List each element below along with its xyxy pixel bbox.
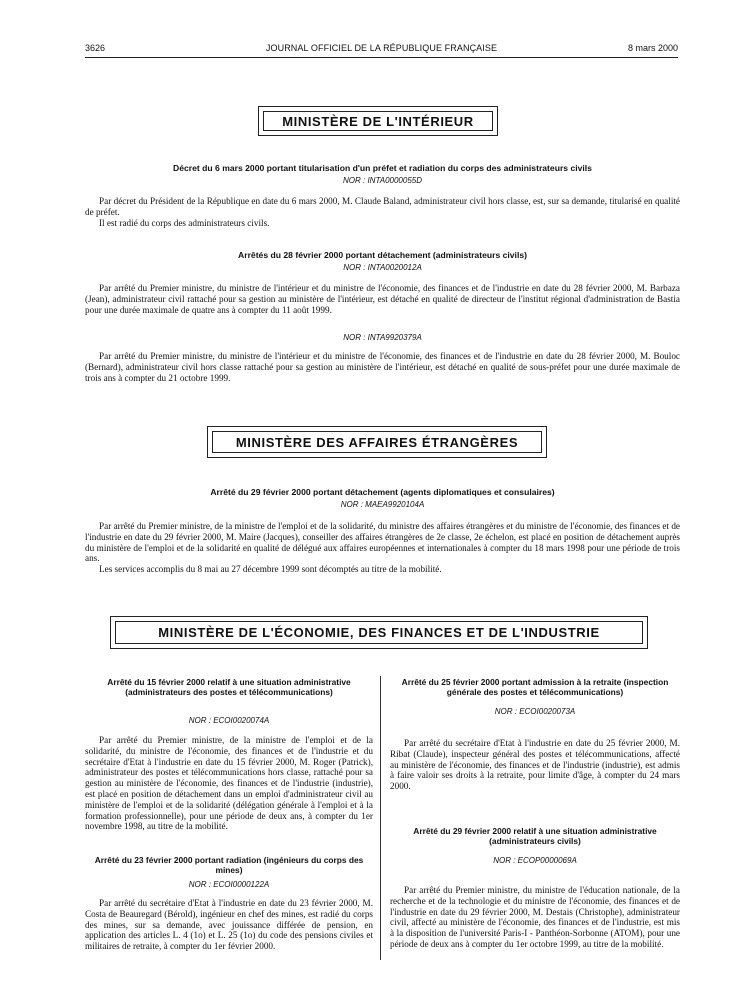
nor-reference: NOR : ECOI0020073A xyxy=(494,707,576,716)
ministry-heading-economie xyxy=(110,616,648,649)
arrete-title: Arrêtés du 28 février 2000 portant détachement (administrateurs civils) xyxy=(238,250,527,260)
arrete-paragraph: Par arrêté du Premier ministre, du ministre de l'éducation nationale, de la recherche et de la technologie et du ministre de l'économie, des finances et de l'industrie en date du 29 février 2000, M. Destais (Christophe), administrateur civil, affecté au ministère de l'économie, des finances et de l'industrie, est mis à la disposition de l'université Paris-I - Panthéon-Sorbonne (ATOM), pour une période de deux ans à compter du 1er octobre 1999, au titre de la mobilité. xyxy=(390,885,680,949)
arrete-title: Arrêté du 15 février 2000 relatif à une situation administrative (administrateurs des postes et télécommunications) xyxy=(107,677,351,697)
arrete-paragraph: Les services accomplis du 8 mai au 27 décembre 1999 sont décomptés au titre de la mobilité. xyxy=(99,564,442,574)
arrete-paragraph: Par arrêté du secrétaire d'Etat à l'industrie en date du 23 février 2000, M. Costa de Beauregard (Bérold), ingénieur en chef des mines, est radié du corps des mines, sur sa demande, avec jouissance différée de pension, en application des articles L. 4 (1o) et L. 25 (1o) du code des pensions civiles et militaires de retraite, à compter du 1er février 2000. xyxy=(85,898,373,952)
arrete-title: Arrêté du 23 février 2000 portant radiation (ingénieurs du corps des mines) xyxy=(94,855,364,875)
nor-reference: NOR : INTA9920379A xyxy=(343,333,422,342)
nor-reference: NOR : ECOP0000069A xyxy=(493,856,577,865)
arrete-paragraph: Par arrêté du Premier ministre, du ministre de l'intérieur et du ministre de l'économie, des finances et de l'industrie en date du 28 février 2000, M. Bouloc (Bernard), administrateur civil hors classe rattaché pour sa gestion au ministère de l'intérieur, est détaché en qualité de sous-préfet pour une durée maximale de trois ans à compter du 21 octobre 1999. xyxy=(85,351,680,383)
ministry-title: MINISTÈRE DES AFFAIRES ÉTRANGÈRES xyxy=(235,434,519,450)
arrete-title: Arrêté du 29 février 2000 relatif à une situation administrative (administrateurs civils) xyxy=(413,826,657,846)
arrete-paragraph: Par arrêté du secrétaire d'Etat à l'industrie en date du 25 février 2000, M. Ribat (Claude), inspecteur général des postes et télécommunications, affecté au ministère de l'économie, des finances et de l'industrie (industrie), est admis à faire valoir ses droits à la retraite, pour limite d'âge, à compter du 24 mars 2000. xyxy=(390,738,680,792)
ministry-heading-interieur xyxy=(258,106,498,136)
header-rule xyxy=(85,57,678,58)
nor-reference: NOR : ECOI0020074A xyxy=(188,716,270,725)
column-divider xyxy=(380,676,381,960)
arrete-paragraph: Par arrêté du Premier ministre, de la ministre de l'emploi et de la solidarité, du ministre des affaires étrangères et du ministre de l'économie, des finances et de l'industrie en date du 29 février 2000, M. Maire (Jacques), conseiller des affaires étrangères de 2e classe, 2e échelon, est placé en position de détachement auprès du ministère de l'emploi et de la solidarité en qualité de délégué aux affaires européennes et internationales à compter du 18 mars 1998 pour une période de trois ans. xyxy=(85,521,680,564)
arrete-paragraph: Par arrêté du Premier ministre, de la ministre de l'emploi et de la solidarité, du ministre de l'économie, des finances et de l'industrie et du secrétaire d'Etat à l'industrie en date du 15 février 2000, M. Roger (Patrick), administrateur des postes et télécommunications hors classe, rattaché pour sa gestion au ministère de l'économie, des finances et de l'industrie (industrie), est placé en position de détachement dans un emploi d'administrateur civil au ministère de l'emploi et de la solidarité (délégation générale à l'emploi et à la formation professionnelle), pour une période de deux ans, à compter du 1er novembre 1998, au titre de la mobilité. xyxy=(85,735,373,832)
journal-title: JOURNAL OFFICIEL DE LA RÉPUBLIQUE FRANÇAISE xyxy=(265,43,498,53)
nor-reference: NOR : MAEA9920104A xyxy=(340,500,425,509)
issue-date: 8 mars 2000 xyxy=(627,43,678,53)
arrete-title: Arrêté du 25 février 2000 portant admission à la retraite (inspection générale des postes et télécommunications) xyxy=(401,677,669,697)
arrete-title: Arrêté du 29 février 2000 portant détachement (agents diplomatiques et consulaires) xyxy=(210,487,555,497)
page-number: 3626 xyxy=(85,43,106,53)
nor-reference: NOR : ECOI0000122A xyxy=(188,880,270,889)
decree-title: Décret du 6 mars 2000 portant titularisation d'un préfet et radiation du corps des administrateurs civils xyxy=(173,163,592,173)
ministry-title: MINISTÈRE DE L'ÉCONOMIE, DES FINANCES ET DE L'INDUSTRIE xyxy=(158,625,600,640)
arrete-paragraph: Par arrêté du Premier ministre, du ministre de l'intérieur et du ministre de l'économie, des finances et de l'industrie en date du 28 février 2000, M. Barbaza (Jean), administrateur civil rattaché pour sa gestion au ministère de l'intérieur, est détaché en qualité de directeur de l'institut régional d'administration de Bastia pour une durée maximale de quatre ans à compter du 11 août 1999. xyxy=(85,283,680,315)
ministry-title: MINISTÈRE DE L'INTÉRIEUR xyxy=(282,113,474,129)
ministry-heading-affaires-etrangeres xyxy=(207,426,547,458)
nor-reference: NOR : INTA0000055D xyxy=(343,176,422,185)
nor-reference: NOR : INTA0020012A xyxy=(343,263,422,272)
decree-paragraph: Il est radié du corps des administrateurs civils. xyxy=(99,218,270,228)
decree-paragraph: Par décret du Président de la République en date du 6 mars 2000, M. Claude Baland, administrateur civil hors classe, est, sur sa demande, titularisé en qualité de préfet. xyxy=(85,196,680,217)
